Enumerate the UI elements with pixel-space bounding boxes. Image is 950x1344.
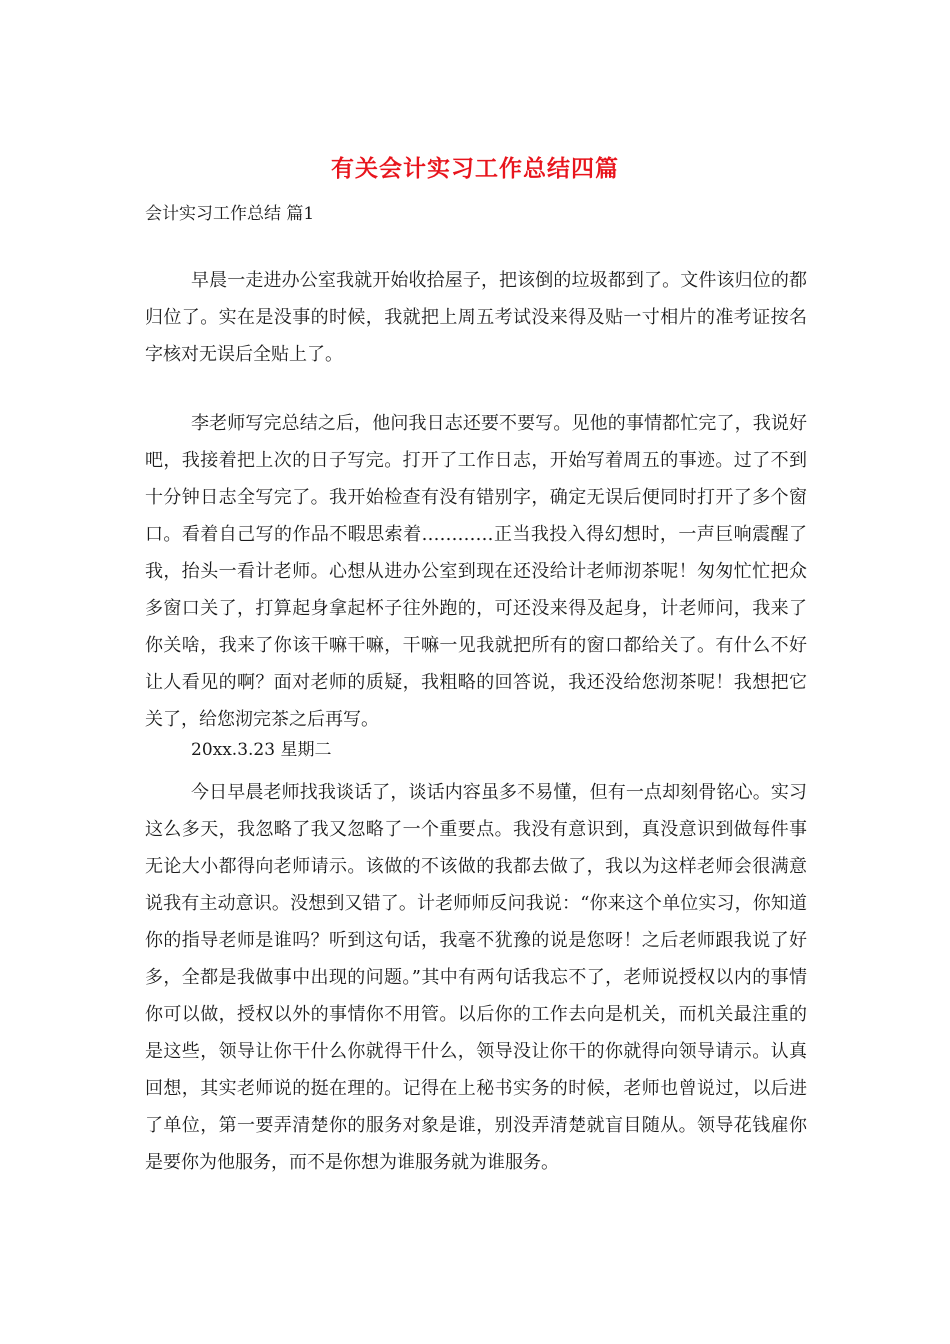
document-title: 有关会计实习工作总结四篇 bbox=[331, 155, 619, 182]
paragraph-2: 李老师写完总结之后，他问我日志还要不要写。见他的事情都忙完了，我说好吧，我接着把上次的日子写完。打开了工作日志，开始写着周五的事迹。过了不到十分钟日志全写完了。我开始检查有没有错别字，确定无误后便同时打开了多个窗口。看着自己写的作品不暇思索着…………正当我投入得幻想时，一声巨响震醒了我，抬头一看计老师。心想从进办公室到现在还没给计老师沏茶呢！匆匆忙忙把众多窗口关了，打算起身拿起杯子往外跑的，可还没来得及起身，计老师问，我来了你关啥，我来了你该干嘛干嘛，干嘛一见我就把所有的窗口都给关了。有什么不好让人看见的啊？面对老师的质疑，我粗略的回答说，我还没给您沏茶呢！我想把它关了，给您沏完茶之后再写。 bbox=[145, 413, 807, 730]
paragraph-3: 今日早晨老师找我谈话了，谈话内容虽多不易懂，但有一点却刻骨铭心。实习这么多天，我忽略了我又忽略了一个重要点。我没有意识到，真没意识到做每件事无论大小都得向老师请示。该做的不该做的我都去做了，我以为这样老师会很满意说我有主动意识。没想到又错了。计老师师反问我说：“你来这个单位实习，你知道你的指导老师是谁吗？听到这句话，我毫不犹豫的说是您呀！之后老师跟我说了好多，全都是我做事中出现的问题。”其中有两句话我忘不了，老师说授权以内的事情你可以做，授权以外的事情你不用管。以后你的工作去向是机关，而机关最注重的是这些，领导让你干什么你就得干什么，领导没让你干的你就得向领导请示。认真回想，其实老师说的挺在理的。记得在上秘书实务的时候，老师也曾说过，以后进了单位，第一要弄清楚你的服务对象是谁，别没弄清楚就盲目随从。领导花钱雇你是要你为他服务，而不是你想为谁服务就为谁服务。 bbox=[145, 782, 807, 1173]
date-line: 20xx.3.23 星期二 bbox=[191, 740, 332, 760]
paragraph-1: 早晨一走进办公室我就开始收拾屋子，把该倒的垃圾都到了。文件该归位的都归位了。实在是没事的时候，我就把上周五考试没来得及贴一寸相片的准考证按名字核对无误后全贴上了。 bbox=[145, 270, 807, 365]
section-heading: 会计实习工作总结 篇1 bbox=[145, 204, 315, 224]
